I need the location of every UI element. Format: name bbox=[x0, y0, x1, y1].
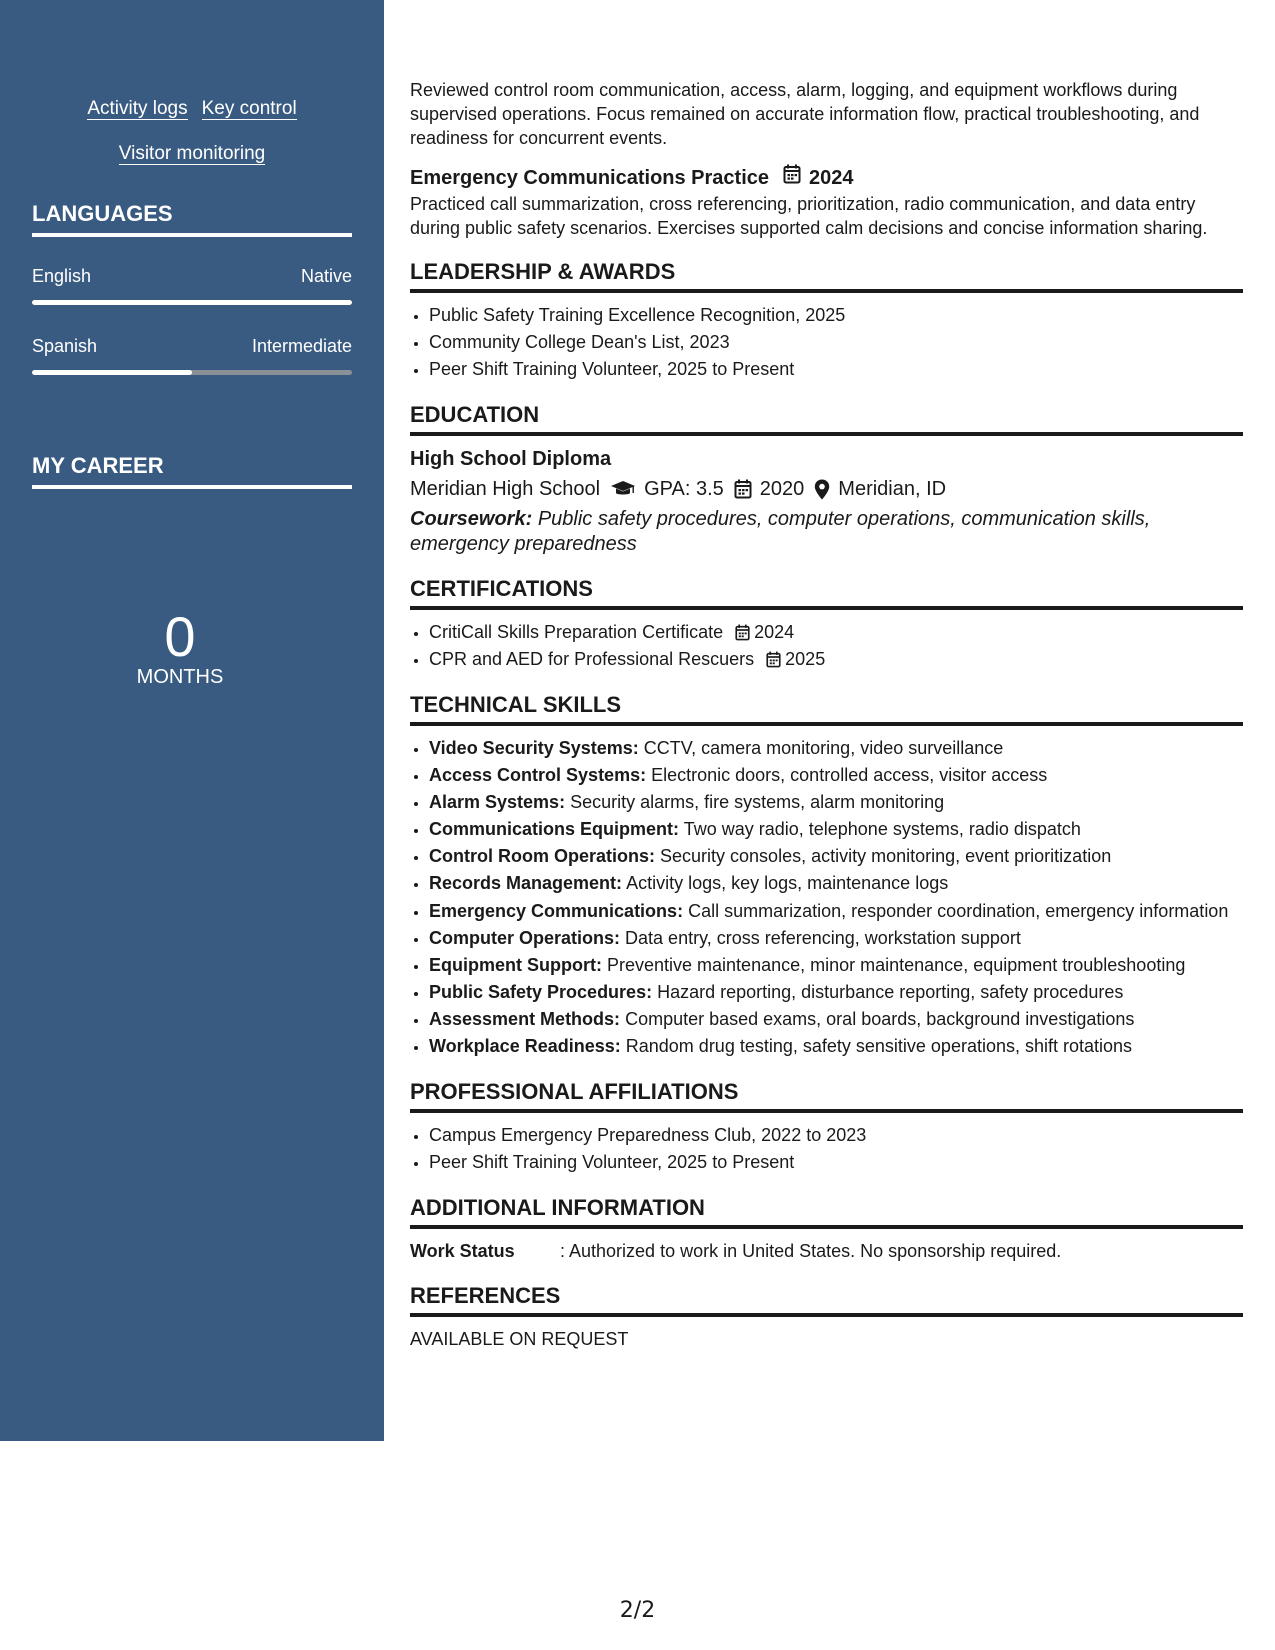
certification-name: CPR and AED for Professional Rescuers bbox=[429, 649, 755, 669]
skill-label: Computer Operations: bbox=[429, 928, 621, 948]
skill-value: Data entry, cross referencing, workstation support bbox=[625, 928, 1021, 948]
certifications-heading: CERTIFICATIONS bbox=[410, 575, 1243, 610]
skill-value: Activity logs, key logs, maintenance logs bbox=[626, 873, 949, 893]
skill-label: Public Safety Procedures: bbox=[429, 982, 653, 1002]
location-pin-icon bbox=[814, 479, 830, 500]
language-name: Spanish bbox=[32, 336, 98, 356]
calendar-icon bbox=[783, 164, 801, 192]
practice-description: Practiced call summarization, cross referencing, prioritization, radio communication, and data entry during public safety scenarios. Exercises supported calm decisions and concise information sharing. bbox=[410, 194, 1208, 238]
skill-item bbox=[429, 870, 1243, 897]
language-bar bbox=[32, 370, 352, 375]
graduation-cap-icon bbox=[610, 480, 636, 498]
main-content bbox=[410, 78, 1243, 1352]
practice-title-row bbox=[410, 164, 1243, 192]
skill-item bbox=[429, 925, 1243, 952]
skill-label: Records Management: bbox=[429, 873, 623, 893]
work-status-row bbox=[410, 1238, 1243, 1264]
skill-value: Two way radio, telephone systems, radio dispatch bbox=[683, 819, 1081, 839]
skill-value: Hazard reporting, disturbance reporting, safety procedures bbox=[657, 982, 1124, 1002]
list-item bbox=[429, 619, 1243, 646]
skill-label: Emergency Communications: bbox=[429, 901, 684, 921]
calendar-icon bbox=[735, 624, 750, 641]
affiliations-list bbox=[410, 1122, 1243, 1176]
skill-label: Equipment Support: bbox=[429, 955, 602, 975]
additional-heading: ADDITIONAL INFORMATION bbox=[410, 1194, 1243, 1229]
skill-label: Video Security Systems: bbox=[429, 738, 639, 758]
list-item: • Peer Shift Training Volunteer, 2025 to Present bbox=[429, 356, 1243, 383]
skill-value: Computer based exams, oral boards, background investigations bbox=[625, 1009, 1135, 1029]
skill-item bbox=[429, 816, 1243, 843]
references-heading: REFERENCES bbox=[410, 1282, 1243, 1317]
skill-label: Communications Equipment: bbox=[429, 819, 680, 839]
skill-value: Random drug testing, safety sensitive operations, shift rotations bbox=[625, 1036, 1133, 1056]
list-item: • Public Safety Training Excellence Recognition, 2025 bbox=[429, 302, 1243, 329]
practice-year: 2024 bbox=[809, 167, 854, 189]
skill-value: Preventive maintenance, minor maintenance, equipment troubleshooting bbox=[607, 955, 1186, 975]
language-bar-fill bbox=[32, 370, 192, 375]
work-status-value: : Authorized to work in United States. No sponsorship required. bbox=[560, 1241, 1062, 1261]
affiliations-heading: PROFESSIONAL AFFILIATIONS bbox=[410, 1078, 1243, 1113]
language-row bbox=[32, 266, 352, 287]
languages-heading: LANGUAGES bbox=[32, 201, 352, 237]
coursework-text: Public safety procedures, computer operations, communication skills, emergency preparedness bbox=[410, 508, 1151, 555]
tag-list bbox=[32, 86, 352, 176]
calendar-icon bbox=[766, 651, 781, 668]
certification-name: CritiCall Skills Preparation Certificate bbox=[429, 622, 724, 642]
school-location: Meridian, ID bbox=[838, 478, 947, 500]
tag-activity-logs: Activity logs bbox=[87, 98, 188, 119]
skills-heading: TECHNICAL SKILLS bbox=[410, 691, 1243, 726]
language-level: Intermediate bbox=[251, 336, 352, 356]
leadership-list bbox=[410, 302, 1243, 383]
list-item: • Campus Emergency Preparedness Club, 2022 to 2023 bbox=[429, 1122, 1243, 1149]
practice-title: Emergency Communications Practice bbox=[410, 167, 770, 189]
references-text: AVAILABLE ON REQUEST bbox=[410, 1329, 629, 1349]
gpa: GPA: 3.5 bbox=[644, 478, 724, 500]
tag-visitor-monitoring: Visitor monitoring bbox=[118, 143, 266, 164]
tag-key-control: Key control bbox=[201, 98, 297, 119]
sidebar bbox=[0, 0, 384, 1441]
skill-item bbox=[429, 899, 1243, 923]
skill-item bbox=[429, 762, 1243, 789]
coursework-label: Coursework: bbox=[410, 508, 533, 530]
skill-item bbox=[429, 843, 1243, 870]
list-item bbox=[429, 646, 1243, 673]
skill-value: Call summarization, responder coordination, emergency information bbox=[688, 901, 1229, 921]
skill-item bbox=[429, 1006, 1243, 1033]
education-details bbox=[410, 473, 1243, 505]
list-item: • Peer Shift Training Volunteer, 2025 to Present bbox=[429, 1149, 1243, 1176]
skill-value: Electronic doors, controlled access, visitor access bbox=[651, 765, 1048, 785]
skill-item bbox=[429, 952, 1243, 979]
skill-value: Security consoles, activity monitoring, event prioritization bbox=[660, 846, 1112, 866]
experience-description: Reviewed control room communication, access, alarm, logging, and equipment workflows during supervised operations. Focus remained on accurate information flow, practical troubleshooting, and readiness for concurrent events. bbox=[410, 80, 1200, 148]
graduation-year: 2020 bbox=[759, 478, 805, 500]
skill-label: Control Room Operations: bbox=[429, 846, 655, 866]
list-item: • Community College Dean's List, 2023 bbox=[429, 329, 1243, 356]
language-level: Native bbox=[300, 266, 352, 286]
skill-value: Security alarms, fire systems, alarm monitoring bbox=[570, 792, 945, 812]
leadership-heading: LEADERSHIP & AWARDS bbox=[410, 258, 1243, 293]
coursework bbox=[410, 507, 1243, 557]
career-months-unit: MONTHS bbox=[136, 666, 224, 688]
degree-title: High School Diploma bbox=[410, 448, 612, 470]
certifications-list bbox=[410, 619, 1243, 673]
skill-label: Access Control Systems: bbox=[429, 765, 647, 785]
education-heading: EDUCATION bbox=[410, 401, 1243, 436]
school-name: Meridian High School bbox=[410, 478, 601, 500]
career-heading: MY CAREER bbox=[32, 453, 352, 489]
skill-item bbox=[429, 979, 1243, 1006]
work-status-label: Work Status bbox=[410, 1241, 515, 1261]
skill-item bbox=[429, 789, 1243, 816]
skills-list bbox=[410, 735, 1243, 1060]
career-months-count: 0 bbox=[164, 605, 196, 668]
skill-item bbox=[429, 735, 1243, 762]
certification-year: 2025 bbox=[785, 649, 826, 669]
language-name: English bbox=[32, 266, 92, 286]
skill-label: Workplace Readiness: bbox=[429, 1036, 621, 1056]
skill-item bbox=[429, 1033, 1243, 1060]
calendar-icon bbox=[734, 479, 752, 499]
certification-year: 2024 bbox=[754, 622, 795, 642]
skill-label: Alarm Systems: bbox=[429, 792, 566, 812]
language-bar-fill bbox=[32, 300, 352, 305]
skill-value: CCTV, camera monitoring, video surveillance bbox=[643, 738, 1004, 758]
language-row bbox=[32, 336, 352, 357]
skill-label: Assessment Methods: bbox=[429, 1009, 621, 1029]
page-number: 2/2 bbox=[619, 1598, 656, 1623]
language-bar bbox=[32, 300, 352, 305]
